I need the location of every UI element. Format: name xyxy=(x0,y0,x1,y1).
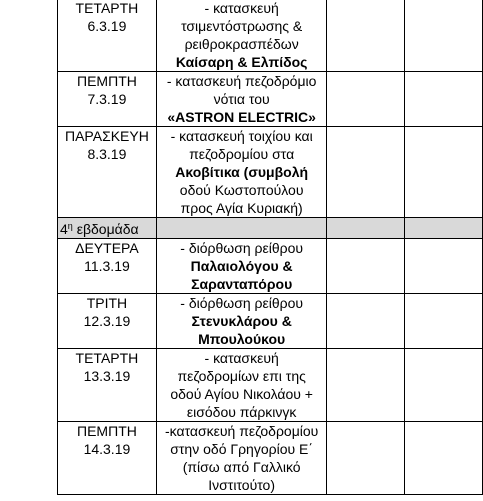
description-line: νότια του xyxy=(213,91,270,107)
day-name: ΠΑΡΑΣΚΕΥΗ xyxy=(64,128,149,144)
description-line: «ASTRON ELECTRIC» xyxy=(167,109,316,125)
empty-cell xyxy=(405,294,483,349)
description-line: Ινστιτούτο) xyxy=(208,477,276,493)
empty-cell xyxy=(405,422,483,495)
empty-cell xyxy=(327,72,405,127)
day-name: ΤΡΙΤΗ xyxy=(86,295,128,311)
day-date: 13.3.19 xyxy=(83,368,131,384)
day-cell xyxy=(58,72,157,127)
week-cell xyxy=(156,218,327,239)
description-line: -κατασκευή πεζοδρομίου xyxy=(165,423,319,439)
description-line: (πίσω από Γαλλικό xyxy=(182,459,301,475)
empty-cell xyxy=(327,294,405,349)
empty-cell xyxy=(405,0,483,72)
description-line: πεζοδρομίου στα xyxy=(189,146,295,162)
day-name: ΔΕΥΤΕΡΑ xyxy=(75,240,139,256)
empty-cell xyxy=(327,239,405,294)
description-line: Σαρανταπόρου xyxy=(191,276,293,292)
day-cell xyxy=(58,0,157,72)
description-line: Καίσαρη & Ελπίδος xyxy=(175,54,308,70)
day-cell xyxy=(58,239,157,294)
description-line: - κατασκευή πεζοδρόμιο xyxy=(166,73,317,89)
day-date: 14.3.19 xyxy=(83,441,131,457)
empty-cell xyxy=(327,349,405,422)
schedule-row xyxy=(58,0,483,72)
description-line: οδού Κωστοπούλου xyxy=(179,182,304,198)
day-cell xyxy=(58,349,157,422)
work-description-cell xyxy=(156,0,327,72)
week-label: $4^\eta$ εβδομάδα xyxy=(58,218,157,239)
description-line: - διόρθωση ρείθρου xyxy=(180,240,304,256)
description-line: ρειθροκρασπέδων xyxy=(184,36,299,52)
day-name: ΠΕΜΠΤΗ xyxy=(76,73,137,89)
day-date: 6.3.19 xyxy=(87,18,127,34)
description-line: - κατασκευή xyxy=(204,350,279,366)
empty-cell xyxy=(405,72,483,127)
work-description-cell xyxy=(156,72,327,127)
work-description-cell xyxy=(156,127,327,218)
schedule-row xyxy=(58,349,483,422)
description-line: Παλαιολόγου & xyxy=(190,258,293,274)
schedule-row xyxy=(58,294,483,349)
day-cell xyxy=(58,422,157,495)
work-description-cell xyxy=(156,422,327,495)
day-name: ΤΕΤΑΡΤΗ xyxy=(75,350,139,366)
description-line: Ακοβίτικα (συμβολή xyxy=(175,164,309,180)
week-cell xyxy=(405,218,483,239)
schedule-row xyxy=(58,72,483,127)
day-cell xyxy=(58,294,157,349)
day-date: 11.3.19 xyxy=(84,258,130,274)
description-line: πεζοδρομίων επι της xyxy=(177,368,306,384)
description-line: - κατασκευή τοιχίου και xyxy=(170,128,313,144)
description-line: Στενυκλάρου & xyxy=(191,313,292,329)
day-date: 12.3.19 xyxy=(83,313,131,329)
empty-cell xyxy=(405,127,483,218)
schedule-row xyxy=(58,422,483,495)
description-line: προς Αγία Κυριακή) xyxy=(180,200,303,216)
description-line: στην οδό Γρηγορίου Ε΄ xyxy=(170,441,314,457)
empty-cell xyxy=(327,422,405,495)
description-line: Μπουλούκου xyxy=(198,331,286,347)
day-date: 7.3.19 xyxy=(87,91,127,107)
schedule-row xyxy=(58,239,483,294)
schedule-table xyxy=(57,0,483,495)
empty-cell xyxy=(327,127,405,218)
work-description-cell xyxy=(156,239,327,294)
description-line: - κατασκευή xyxy=(204,0,279,16)
work-description-cell xyxy=(156,349,327,422)
description-line: - διόρθωση ρείθρου xyxy=(180,295,304,311)
schedule-row xyxy=(58,127,483,218)
week-cell xyxy=(327,218,405,239)
description-line: οδού Αγίου Νικολάου + xyxy=(170,386,313,402)
day-date: 8.3.19 xyxy=(87,146,127,162)
empty-cell xyxy=(405,349,483,422)
day-cell xyxy=(58,127,157,218)
description-line: εισόδου πάρκινγκ xyxy=(186,404,297,420)
work-description-cell xyxy=(156,294,327,349)
day-name: ΠΕΜΠΤΗ xyxy=(76,423,137,439)
day-name: ΤΕΤΑΡΤΗ xyxy=(75,0,139,16)
empty-cell xyxy=(327,0,405,72)
week-header-row xyxy=(58,218,483,239)
empty-cell xyxy=(405,239,483,294)
description-line: τσιμεντόστρωσης & xyxy=(181,18,303,34)
